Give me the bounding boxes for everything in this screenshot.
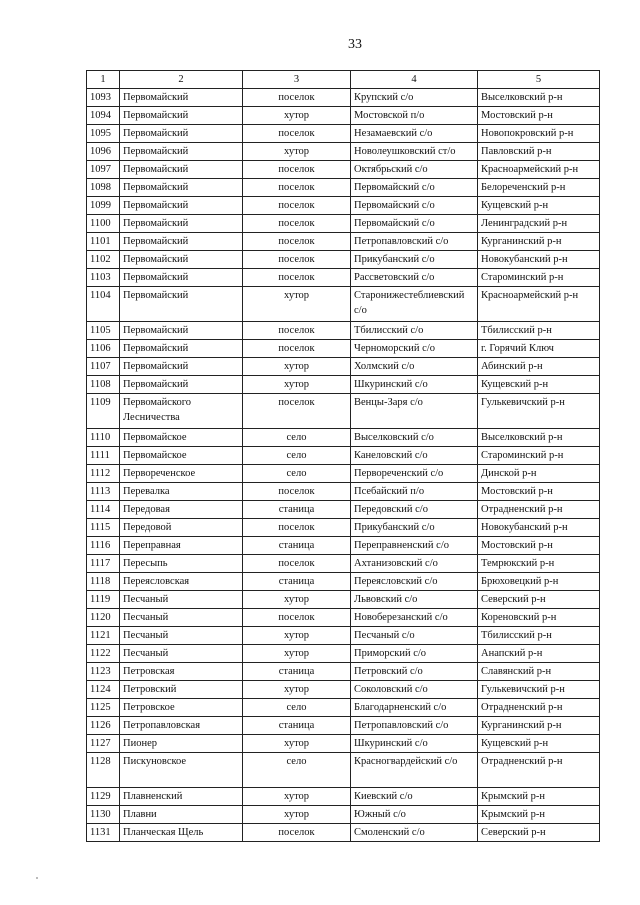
administration-cell: Шкуринский с/о bbox=[351, 376, 478, 394]
settlement-type-cell: поселок bbox=[243, 251, 351, 269]
administration-cell: Переясловский с/о bbox=[351, 573, 478, 591]
district-cell: Новопокровский р-н bbox=[478, 125, 600, 143]
settlement-type-cell: поселок bbox=[243, 161, 351, 179]
district-cell: Темрюкский р-н bbox=[478, 555, 600, 573]
settlement-type-cell: поселок bbox=[243, 215, 351, 233]
administration-cell: Благодарненский с/о bbox=[351, 699, 478, 717]
row-number-cell: 1109 bbox=[87, 394, 120, 429]
table-row bbox=[87, 179, 600, 197]
row-number-cell: 1099 bbox=[87, 197, 120, 215]
administration-cell: Смоленский с/о bbox=[351, 824, 478, 842]
district-cell: Динской р-н bbox=[478, 465, 600, 483]
settlement-type-cell: хутор bbox=[243, 806, 351, 824]
row-number-cell: 1116 bbox=[87, 537, 120, 555]
settlement-type-cell: хутор bbox=[243, 645, 351, 663]
administration-cell: Холмский с/о bbox=[351, 358, 478, 376]
administration-cell: Петропавловский с/о bbox=[351, 233, 478, 251]
settlement-name-cell: Переправная bbox=[120, 537, 243, 555]
settlement-type-cell: поселок bbox=[243, 322, 351, 340]
table-row bbox=[87, 197, 600, 215]
table-row bbox=[87, 519, 600, 537]
settlement-name-cell: Первомайский bbox=[120, 125, 243, 143]
district-cell: Староминский р-н bbox=[478, 269, 600, 287]
settlement-type-cell: поселок bbox=[243, 483, 351, 501]
administration-cell: Киевский с/о bbox=[351, 788, 478, 806]
settlement-type-cell: поселок bbox=[243, 269, 351, 287]
settlement-type-cell: поселок bbox=[243, 824, 351, 842]
table-row bbox=[87, 699, 600, 717]
row-number-cell: 1119 bbox=[87, 591, 120, 609]
row-number-cell: 1120 bbox=[87, 609, 120, 627]
settlement-type-cell: хутор bbox=[243, 107, 351, 125]
settlement-name-cell: Первомайский bbox=[120, 340, 243, 358]
district-cell: Павловский р-н bbox=[478, 143, 600, 161]
table-row bbox=[87, 753, 600, 788]
district-cell: Ленинградский р-н bbox=[478, 215, 600, 233]
settlement-name-cell: Петровское bbox=[120, 699, 243, 717]
settlement-name-cell: Первомайский bbox=[120, 358, 243, 376]
row-number-cell: 1102 bbox=[87, 251, 120, 269]
settlement-type-cell: хутор bbox=[243, 627, 351, 645]
row-number-cell: 1130 bbox=[87, 806, 120, 824]
table-row bbox=[87, 609, 600, 627]
administration-cell: Шкуринский с/о bbox=[351, 735, 478, 753]
row-number-cell: 1104 bbox=[87, 287, 120, 322]
table-row bbox=[87, 233, 600, 251]
settlement-name-cell: Первомайский bbox=[120, 161, 243, 179]
settlement-type-cell: хутор bbox=[243, 591, 351, 609]
administration-cell: Крупский с/о bbox=[351, 89, 478, 107]
settlement-name-cell: Первомайский bbox=[120, 322, 243, 340]
settlement-name-cell: Плавненский bbox=[120, 788, 243, 806]
row-number-cell: 1101 bbox=[87, 233, 120, 251]
scan-speck bbox=[36, 877, 38, 879]
district-cell: Славянский р-н bbox=[478, 663, 600, 681]
row-number-cell: 1105 bbox=[87, 322, 120, 340]
row-number-cell: 1126 bbox=[87, 717, 120, 735]
district-cell: Белореченский р-н bbox=[478, 179, 600, 197]
settlement-name-cell: Первомайское bbox=[120, 447, 243, 465]
row-number-cell: 1113 bbox=[87, 483, 120, 501]
row-number-cell: 1117 bbox=[87, 555, 120, 573]
settlement-type-cell: станица bbox=[243, 537, 351, 555]
table-row bbox=[87, 591, 600, 609]
settlement-name-cell: Первомайское bbox=[120, 429, 243, 447]
row-number-cell: 1129 bbox=[87, 788, 120, 806]
table-row bbox=[87, 269, 600, 287]
column-header: 4 bbox=[351, 71, 478, 89]
table-row bbox=[87, 465, 600, 483]
column-header: 1 bbox=[87, 71, 120, 89]
table-row bbox=[87, 537, 600, 555]
column-header: 5 bbox=[478, 71, 600, 89]
administration-cell: Первореченский с/о bbox=[351, 465, 478, 483]
settlement-type-cell: поселок bbox=[243, 179, 351, 197]
settlement-type-cell: станица bbox=[243, 717, 351, 735]
district-cell: Курганинский р-н bbox=[478, 717, 600, 735]
district-cell: Крымский р-н bbox=[478, 806, 600, 824]
row-number-cell: 1100 bbox=[87, 215, 120, 233]
table-row bbox=[87, 287, 600, 322]
table-row bbox=[87, 483, 600, 501]
administration-cell: Львовский с/о bbox=[351, 591, 478, 609]
table-row bbox=[87, 322, 600, 340]
row-number-cell: 1094 bbox=[87, 107, 120, 125]
row-number-cell: 1127 bbox=[87, 735, 120, 753]
table-row bbox=[87, 376, 600, 394]
row-number-cell: 1114 bbox=[87, 501, 120, 519]
administration-cell: Канеловский с/о bbox=[351, 447, 478, 465]
table-row bbox=[87, 717, 600, 735]
settlement-type-cell: хутор bbox=[243, 681, 351, 699]
settlement-name-cell: Петропавловская bbox=[120, 717, 243, 735]
settlement-name-cell: Песчаный bbox=[120, 645, 243, 663]
table-row bbox=[87, 555, 600, 573]
settlement-name-cell: Пионер bbox=[120, 735, 243, 753]
settlement-name-cell: Первомайский bbox=[120, 89, 243, 107]
settlement-name-cell: Перевалка bbox=[120, 483, 243, 501]
administration-cell: Соколовский с/о bbox=[351, 681, 478, 699]
settlements-table bbox=[86, 70, 600, 842]
table-row bbox=[87, 501, 600, 519]
table-row bbox=[87, 735, 600, 753]
district-cell: Северский р-н bbox=[478, 591, 600, 609]
settlement-type-cell: село bbox=[243, 465, 351, 483]
administration-cell: Петровский с/о bbox=[351, 663, 478, 681]
settlement-name-cell: Песчаный bbox=[120, 609, 243, 627]
settlement-type-cell: хутор bbox=[243, 143, 351, 161]
table-row bbox=[87, 89, 600, 107]
settlement-name-cell: Плавни bbox=[120, 806, 243, 824]
table-row bbox=[87, 824, 600, 842]
table-row bbox=[87, 429, 600, 447]
district-cell: Анапский р-н bbox=[478, 645, 600, 663]
table-row bbox=[87, 663, 600, 681]
administration-cell: Октябрьский с/о bbox=[351, 161, 478, 179]
administration-cell: Петропавловский с/о bbox=[351, 717, 478, 735]
settlement-name-cell: Передовой bbox=[120, 519, 243, 537]
administration-cell: Псебайский п/о bbox=[351, 483, 478, 501]
district-cell: Мостовский р-н bbox=[478, 483, 600, 501]
settlement-type-cell: станица bbox=[243, 501, 351, 519]
table-row bbox=[87, 627, 600, 645]
table-row bbox=[87, 806, 600, 824]
administration-cell: Выселковский с/о bbox=[351, 429, 478, 447]
district-cell: Гулькевичский р-н bbox=[478, 681, 600, 699]
row-number-cell: 1122 bbox=[87, 645, 120, 663]
row-number-cell: 1098 bbox=[87, 179, 120, 197]
row-number-cell: 1112 bbox=[87, 465, 120, 483]
administration-cell: Приморский с/о bbox=[351, 645, 478, 663]
settlement-name-cell: Первомайский bbox=[120, 197, 243, 215]
column-header: 2 bbox=[120, 71, 243, 89]
settlement-type-cell: поселок bbox=[243, 555, 351, 573]
settlement-name-cell: Первореченское bbox=[120, 465, 243, 483]
settlement-type-cell: хутор bbox=[243, 376, 351, 394]
district-cell: Мостовский р-н bbox=[478, 107, 600, 125]
settlement-name-cell: Песчаный bbox=[120, 627, 243, 645]
table-row bbox=[87, 394, 600, 429]
administration-cell: Старонижестеблиевский с/о bbox=[351, 287, 478, 322]
administration-cell: Новоберезанский с/о bbox=[351, 609, 478, 627]
table-row bbox=[87, 681, 600, 699]
administration-cell: Красногвардейский с/о bbox=[351, 753, 478, 788]
row-number-cell: 1110 bbox=[87, 429, 120, 447]
table-header-row bbox=[87, 71, 600, 89]
settlement-name-cell: Передовая bbox=[120, 501, 243, 519]
settlement-type-cell: поселок bbox=[243, 89, 351, 107]
settlement-name-cell: Первомайский bbox=[120, 107, 243, 125]
district-cell: Северский р-н bbox=[478, 824, 600, 842]
district-cell: Новокубанский р-н bbox=[478, 519, 600, 537]
settlement-type-cell: село bbox=[243, 753, 351, 788]
administration-cell: Прикубанский с/о bbox=[351, 519, 478, 537]
district-cell: Отрадненский р-н bbox=[478, 501, 600, 519]
settlement-type-cell: хутор bbox=[243, 788, 351, 806]
district-cell: Выселковский р-н bbox=[478, 429, 600, 447]
row-number-cell: 1115 bbox=[87, 519, 120, 537]
administration-cell: Мостовской п/о bbox=[351, 107, 478, 125]
settlement-type-cell: поселок bbox=[243, 609, 351, 627]
row-number-cell: 1095 bbox=[87, 125, 120, 143]
row-number-cell: 1128 bbox=[87, 753, 120, 788]
settlement-name-cell: Переясловская bbox=[120, 573, 243, 591]
settlement-name-cell: Первомайский bbox=[120, 179, 243, 197]
district-cell: Гулькевичский р-н bbox=[478, 394, 600, 429]
row-number-cell: 1107 bbox=[87, 358, 120, 376]
settlement-name-cell: Первомайского Лесничества bbox=[120, 394, 243, 429]
district-cell: Тбилисский р-н bbox=[478, 322, 600, 340]
settlement-type-cell: село bbox=[243, 699, 351, 717]
administration-cell: Ахтанизовский с/о bbox=[351, 555, 478, 573]
district-cell: Брюховецкий р-н bbox=[478, 573, 600, 591]
row-number-cell: 1097 bbox=[87, 161, 120, 179]
settlement-name-cell: Петровский bbox=[120, 681, 243, 699]
table-row bbox=[87, 161, 600, 179]
row-number-cell: 1096 bbox=[87, 143, 120, 161]
administration-cell: Первомайский с/о bbox=[351, 179, 478, 197]
settlement-type-cell: поселок bbox=[243, 519, 351, 537]
district-cell: Абинский р-н bbox=[478, 358, 600, 376]
table-row bbox=[87, 107, 600, 125]
page-number: 33 bbox=[348, 37, 362, 52]
administration-cell: Первомайский с/о bbox=[351, 197, 478, 215]
settlement-name-cell: Первомайский bbox=[120, 287, 243, 322]
table-row bbox=[87, 447, 600, 465]
district-cell: Отрадненский р-н bbox=[478, 699, 600, 717]
administration-cell: Незамаевский с/о bbox=[351, 125, 478, 143]
settlement-type-cell: поселок bbox=[243, 197, 351, 215]
settlement-name-cell: Первомайский bbox=[120, 376, 243, 394]
table-row bbox=[87, 788, 600, 806]
administration-cell: Венцы-Заря с/о bbox=[351, 394, 478, 429]
district-cell: Выселковский р-н bbox=[478, 89, 600, 107]
column-header: 3 bbox=[243, 71, 351, 89]
row-number-cell: 1103 bbox=[87, 269, 120, 287]
district-cell: Красноармейский р-н bbox=[478, 161, 600, 179]
district-cell: Мостовский р-н bbox=[478, 537, 600, 555]
row-number-cell: 1121 bbox=[87, 627, 120, 645]
district-cell: Кореновский р-н bbox=[478, 609, 600, 627]
administration-cell: Песчаный с/о bbox=[351, 627, 478, 645]
settlement-type-cell: поселок bbox=[243, 340, 351, 358]
table-row bbox=[87, 215, 600, 233]
settlement-type-cell: поселок bbox=[243, 394, 351, 429]
table-row bbox=[87, 645, 600, 663]
settlement-name-cell: Пересыпь bbox=[120, 555, 243, 573]
settlement-type-cell: хутор bbox=[243, 287, 351, 322]
settlement-name-cell: Петровская bbox=[120, 663, 243, 681]
row-number-cell: 1106 bbox=[87, 340, 120, 358]
district-cell: Староминский р-н bbox=[478, 447, 600, 465]
administration-cell: Новолеушковский ст/о bbox=[351, 143, 478, 161]
settlement-type-cell: хутор bbox=[243, 735, 351, 753]
row-number-cell: 1131 bbox=[87, 824, 120, 842]
settlement-name-cell: Первомайский bbox=[120, 269, 243, 287]
table-row bbox=[87, 143, 600, 161]
district-cell: Кущевский р-н bbox=[478, 376, 600, 394]
row-number-cell: 1108 bbox=[87, 376, 120, 394]
administration-cell: Переправненский с/о bbox=[351, 537, 478, 555]
administration-cell: Тбилисский с/о bbox=[351, 322, 478, 340]
settlement-name-cell: Первомайский bbox=[120, 143, 243, 161]
district-cell: Красноармейский р-н bbox=[478, 287, 600, 322]
settlement-name-cell: Первомайский bbox=[120, 233, 243, 251]
settlement-type-cell: село bbox=[243, 429, 351, 447]
row-number-cell: 1124 bbox=[87, 681, 120, 699]
table-row bbox=[87, 251, 600, 269]
district-cell: Тбилисский р-н bbox=[478, 627, 600, 645]
district-cell: Кущевский р-н bbox=[478, 197, 600, 215]
district-cell: Новокубанский р-н bbox=[478, 251, 600, 269]
row-number-cell: 1118 bbox=[87, 573, 120, 591]
row-number-cell: 1125 bbox=[87, 699, 120, 717]
row-number-cell: 1111 bbox=[87, 447, 120, 465]
district-cell: г. Горячий Ключ bbox=[478, 340, 600, 358]
settlement-type-cell: станица bbox=[243, 663, 351, 681]
district-cell: Крымский р-н bbox=[478, 788, 600, 806]
settlement-type-cell: станица bbox=[243, 573, 351, 591]
settlement-type-cell: хутор bbox=[243, 358, 351, 376]
administration-cell: Прикубанский с/о bbox=[351, 251, 478, 269]
district-cell: Кущевский р-н bbox=[478, 735, 600, 753]
settlement-name-cell: Пискуновское bbox=[120, 753, 243, 788]
administration-cell: Первомайский с/о bbox=[351, 215, 478, 233]
row-number-cell: 1123 bbox=[87, 663, 120, 681]
row-number-cell: 1093 bbox=[87, 89, 120, 107]
table-row bbox=[87, 125, 600, 143]
settlement-type-cell: поселок bbox=[243, 125, 351, 143]
table-row bbox=[87, 340, 600, 358]
table-row bbox=[87, 573, 600, 591]
administration-cell: Черноморский с/о bbox=[351, 340, 478, 358]
district-cell: Отрадненский р-н bbox=[478, 753, 600, 788]
settlement-type-cell: поселок bbox=[243, 233, 351, 251]
settlement-name-cell: Первомайский bbox=[120, 215, 243, 233]
table-row bbox=[87, 358, 600, 376]
settlement-name-cell: Песчаный bbox=[120, 591, 243, 609]
settlement-type-cell: село bbox=[243, 447, 351, 465]
administration-cell: Рассветовский с/о bbox=[351, 269, 478, 287]
administration-cell: Южный с/о bbox=[351, 806, 478, 824]
settlement-name-cell: Планческая Щель bbox=[120, 824, 243, 842]
table-body bbox=[87, 71, 600, 842]
district-cell: Курганинский р-н bbox=[478, 233, 600, 251]
settlement-name-cell: Первомайский bbox=[120, 251, 243, 269]
administration-cell: Передовский с/о bbox=[351, 501, 478, 519]
